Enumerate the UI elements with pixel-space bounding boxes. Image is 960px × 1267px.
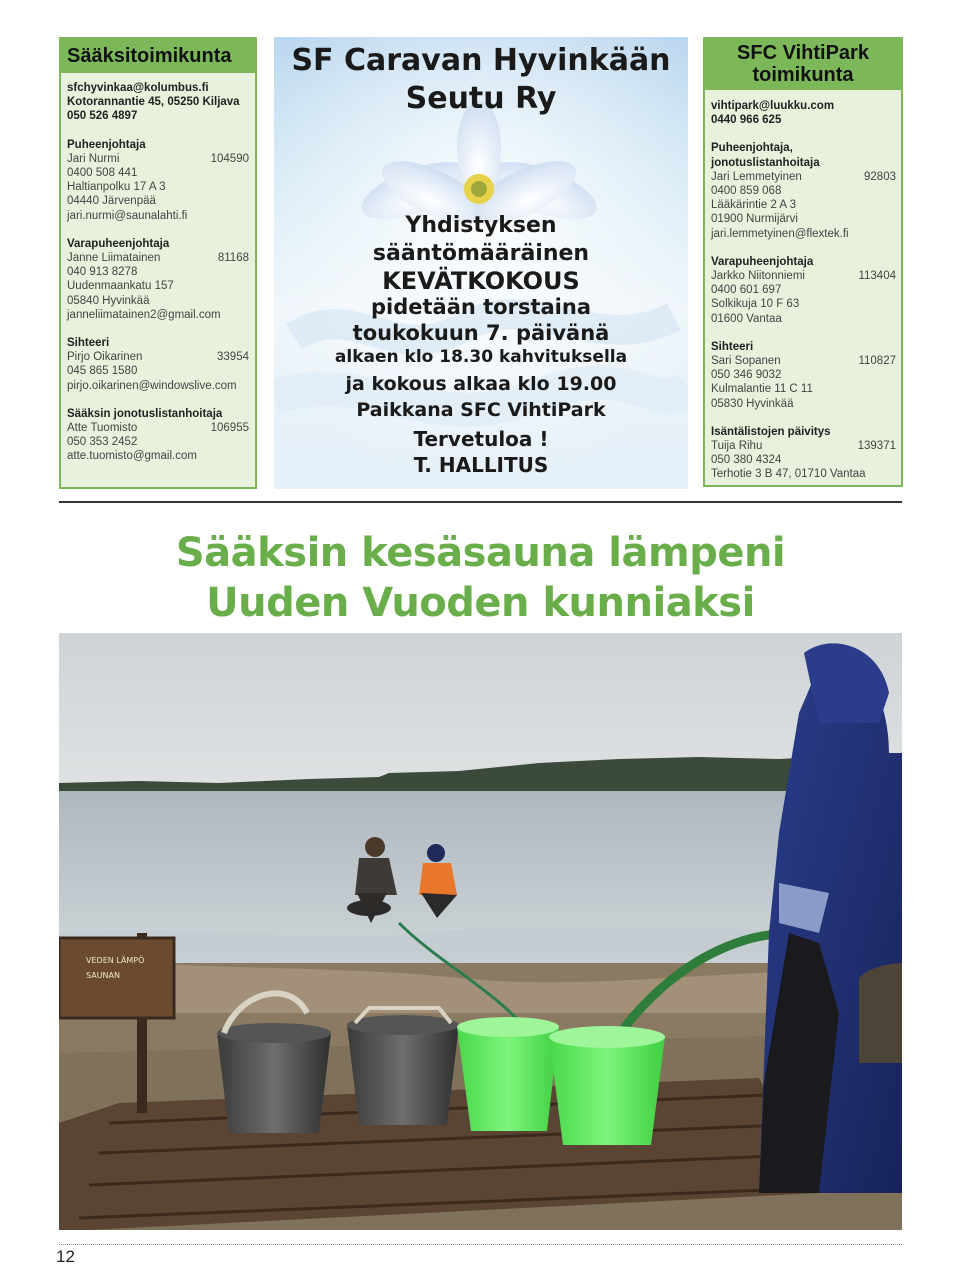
role-label: jonotuslistanhoitaja [711, 156, 820, 169]
member-phone: 0400 508 441 [67, 167, 138, 180]
member-phone: 050 380 4324 [711, 454, 782, 467]
poster-line: Paikkana SFC VihtiPark [356, 399, 606, 421]
member-name: Sari Sopanen [711, 355, 781, 368]
member-email[interactable]: pirjo.oikarinen@windowslive.com [67, 379, 237, 392]
member-phone: 040 913 8278 [67, 266, 138, 279]
role-label: Varapuheenjohtaja [711, 255, 814, 268]
sign-text-line2: SAUNAN [86, 971, 120, 980]
member-row [67, 350, 249, 364]
member-number: 113404 [858, 270, 896, 283]
member-street: Uudenmaankatu 157 [67, 280, 174, 293]
poster-signature: T. HALLITUS [413, 453, 549, 477]
member-row [67, 251, 249, 265]
poster-line: Yhdistyksen [405, 213, 557, 238]
member-row [711, 354, 896, 368]
member-number: 139371 [857, 440, 896, 453]
member-city: 01600 Vantaa [711, 312, 782, 325]
left-box-content [61, 73, 255, 464]
member-address: Terhotie 3 B 47, 01710 Vantaa [711, 468, 866, 481]
member-email[interactable]: janneliimatainen2@gmail.com [67, 308, 221, 321]
member-number: 33954 [217, 351, 249, 364]
member-city: 05840 Hyvinkää [67, 294, 150, 307]
meeting-poster [274, 37, 688, 489]
member-number: 106955 [210, 422, 249, 435]
role-label: Puheenjohtaja [67, 138, 146, 151]
right-committee-box [703, 37, 903, 487]
role-label: Puheenjohtaja, [711, 142, 793, 155]
section-divider [59, 501, 902, 503]
member-street: Haltianpolku 17 A 3 [67, 181, 166, 194]
member-name: Jarkko Niitonniemi [711, 270, 805, 283]
member-street: Solkikuja 10 F 63 [711, 298, 800, 311]
member-email[interactable]: jari.nurmi@saunalahti.fi [67, 209, 188, 222]
right-box-title-line1: SFC VihtiPark [737, 42, 869, 64]
contact-phone: 050 526 4897 [67, 110, 138, 123]
role-label: Sääksin jonotuslistanhoitaja [67, 407, 223, 420]
member-phone: 050 346 9032 [711, 369, 782, 382]
role-label: Sihteeri [67, 337, 110, 350]
poster-line: KEVÄTKOKOUS [382, 267, 580, 295]
member-row [67, 152, 249, 166]
member-city: 01900 Nurmijärvi [711, 213, 798, 226]
member-name: Jari Lemmetyinen [711, 170, 802, 183]
member-phone: 050 353 2452 [67, 436, 138, 449]
role-label: Isäntälistojen päivitys [711, 425, 831, 438]
role-label: Varapuheenjohtaja [67, 237, 170, 250]
member-name: Tuija Rihu [711, 440, 763, 453]
member-number: 104590 [210, 152, 249, 165]
right-box-content [705, 90, 901, 482]
member-row [711, 269, 896, 283]
member-street: Kulmalantie 11 C 11 [711, 383, 813, 396]
member-name: Atte Tuomisto [67, 422, 138, 435]
poster-line: sääntömääräinen [372, 241, 590, 266]
member-city: 04440 Järvenpää [67, 195, 156, 208]
footer-divider [59, 1244, 902, 1245]
member-street: Lääkärintie 2 A 3 [711, 199, 797, 212]
member-row [711, 439, 896, 453]
poster-line: ja kokous alkaa klo 19.00 [345, 373, 617, 395]
poster-line: pidetään torstaina [371, 295, 591, 319]
member-phone: 0400 859 068 [711, 185, 782, 198]
lake-scene-illustration [59, 633, 902, 1230]
left-committee-box [59, 37, 257, 489]
member-name: Jari Nurmi [67, 152, 120, 165]
poster-line: Tervetuloa ! [413, 427, 549, 451]
member-row [711, 170, 896, 184]
member-name: Pirjo Oikarinen [67, 351, 143, 364]
headline-line1: Sääksin kesäsauna lämpeni [175, 530, 786, 576]
member-phone: 045 865 1580 [67, 365, 138, 378]
poster-title-line2: Seutu Ry [405, 81, 557, 116]
article-headline [59, 528, 902, 628]
member-row [67, 421, 249, 435]
member-city: 05830 Hyvinkää [711, 397, 794, 410]
page-number: 12 [56, 1247, 75, 1266]
member-phone: 0400 601 697 [711, 284, 782, 297]
contact-phone: 0440 966 625 [711, 114, 782, 127]
contact-address: Kotorannantie 45, 05250 Kiljava [67, 96, 240, 109]
sign-text-line1: VEDEN LÄMPÖ [86, 956, 145, 965]
poster-line: alkaen klo 18.30 kahvituksella [334, 347, 628, 367]
poster-line: toukokuun 7. päivänä [352, 321, 610, 345]
right-box-title [705, 39, 901, 90]
left-box-title: Sääksitoimikunta [61, 39, 255, 73]
contact-email[interactable]: vihtipark@luukku.com [711, 100, 835, 112]
contact-email[interactable]: sfchyvinkaa@kolumbus.fi [67, 82, 209, 94]
member-email[interactable]: jari.lemmetyinen@flextek.fi [711, 227, 849, 240]
right-box-title-line2: toimikunta [752, 64, 854, 86]
member-email[interactable]: atte.tuomisto@gmail.com [67, 450, 197, 463]
member-name: Janne Liimatainen [67, 252, 161, 265]
poster-title-line1: SF Caravan Hyvinkään [291, 43, 671, 78]
role-label: Sihteeri [711, 340, 754, 353]
lake-photo [59, 633, 902, 1230]
headline-line2: Uuden Vuoden kunniaksi [206, 580, 755, 626]
member-number: 110827 [858, 355, 896, 368]
member-number: 92803 [864, 170, 896, 183]
member-number: 81168 [217, 252, 249, 265]
